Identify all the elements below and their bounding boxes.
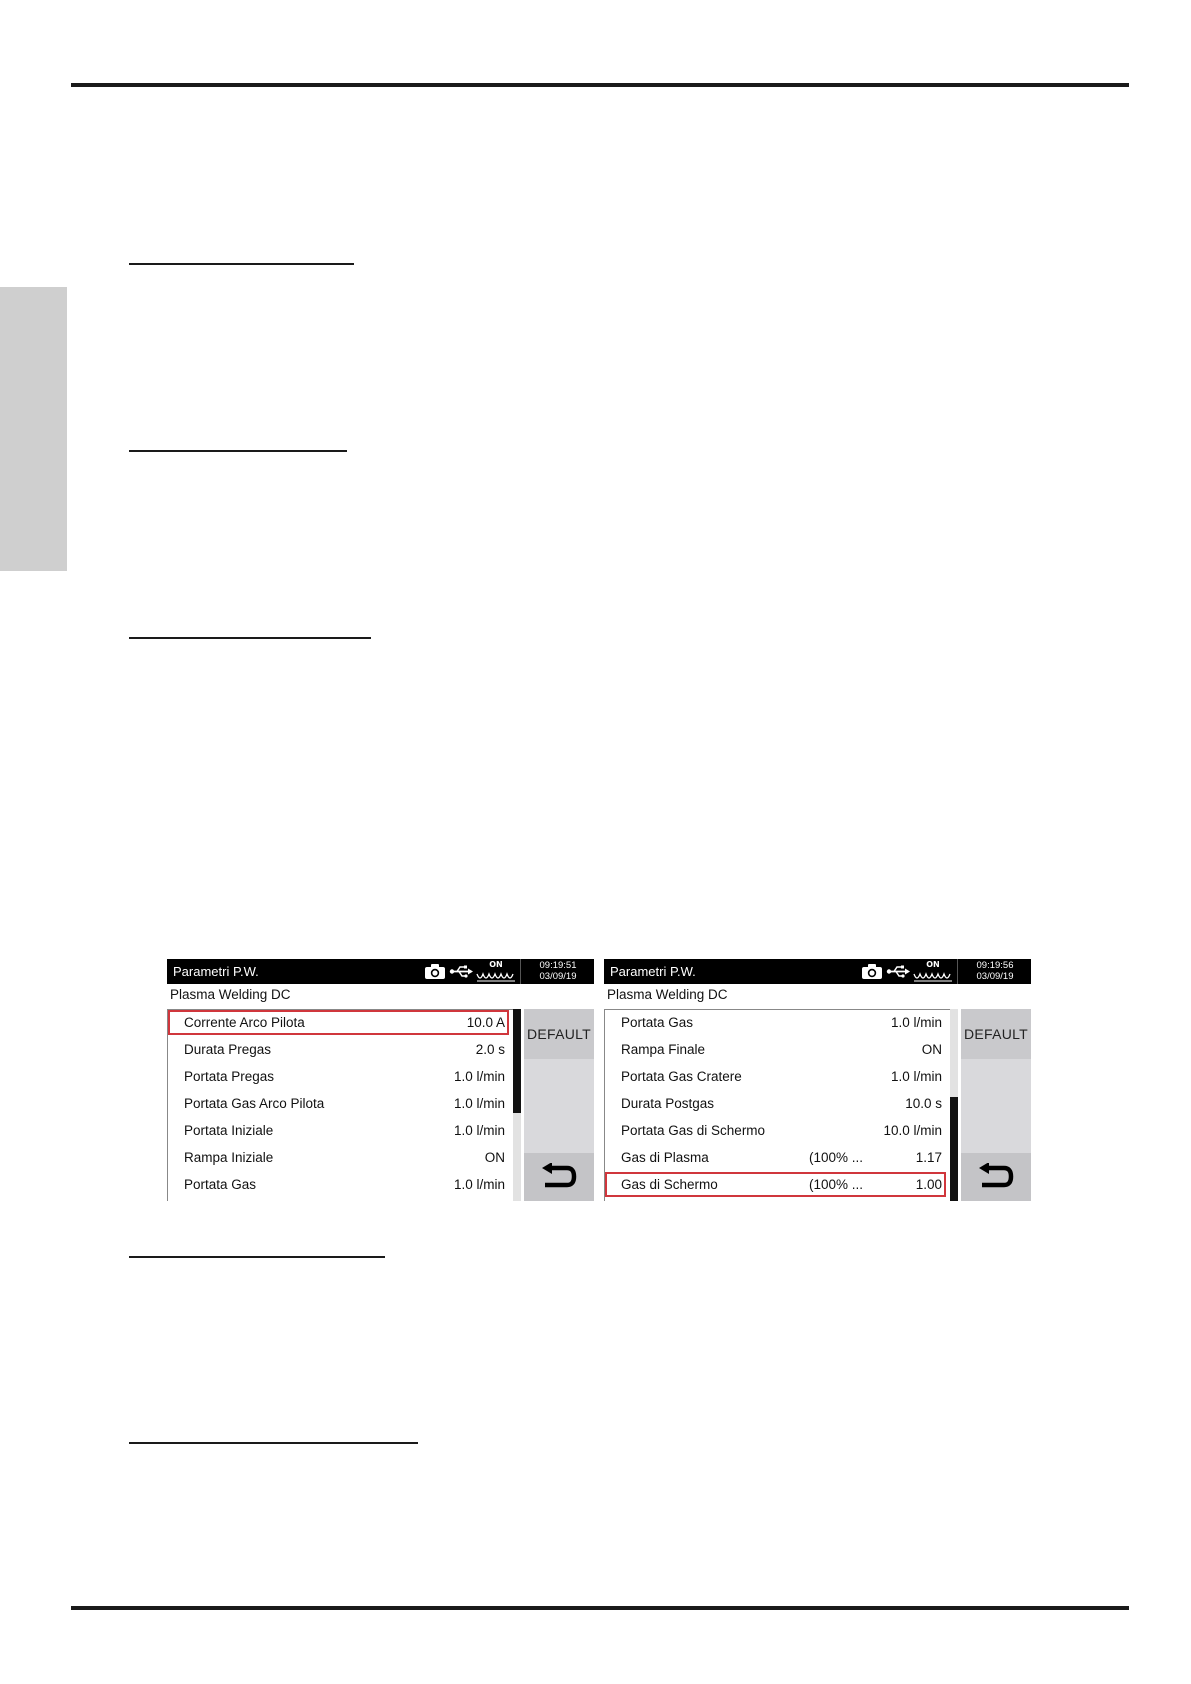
wave-icon <box>913 970 953 982</box>
param-row[interactable] <box>605 1010 946 1035</box>
param-row[interactable] <box>168 1064 509 1089</box>
param-row[interactable] <box>168 1172 509 1197</box>
back-arrow-icon <box>540 1163 578 1191</box>
param-label: Gas di Schermo <box>621 1177 718 1192</box>
back-button[interactable] <box>961 1153 1031 1201</box>
screen-title: Parametri P.W. <box>173 964 259 979</box>
screen-title: Parametri P.W. <box>610 964 696 979</box>
param-value: 1.17 <box>915 1150 942 1165</box>
clock-time: 09:19:51 <box>539 960 577 971</box>
back-button[interactable] <box>524 1153 594 1201</box>
param-value: ON <box>921 1042 942 1057</box>
chapter-side-tab <box>0 287 67 571</box>
param-label: Portata Gas <box>621 1015 694 1030</box>
param-label: Gas di Plasma <box>621 1150 709 1165</box>
param-row[interactable] <box>168 1091 509 1116</box>
clock-time: 09:19:56 <box>976 960 1014 971</box>
status-bar <box>604 959 1031 984</box>
welder-screen-2 <box>604 959 1031 1201</box>
param-value: 1.0 l/min <box>453 1123 505 1138</box>
param-value: ON <box>484 1150 505 1165</box>
camera-icon[interactable] <box>861 963 883 980</box>
param-value: 1.00 <box>915 1177 942 1192</box>
process-subtitle: Plasma Welding DC <box>170 987 291 1002</box>
param-label: Portata Gas <box>184 1177 257 1192</box>
param-row[interactable] <box>168 1037 509 1062</box>
param-row[interactable] <box>605 1172 946 1197</box>
param-row[interactable] <box>605 1091 946 1116</box>
usb-icon <box>886 964 910 979</box>
param-label: Corrente Arco Pilota <box>184 1015 305 1030</box>
heading-underline-4 <box>129 1256 385 1258</box>
status-divider <box>957 959 958 984</box>
param-value: 1.0 l/min <box>453 1069 505 1084</box>
param-label: Durata Postgas <box>621 1096 715 1111</box>
clock-date: 03/09/19 <box>539 971 577 982</box>
scrollbar-thumb[interactable] <box>950 1097 958 1201</box>
default-button[interactable]: DEFAULT <box>961 1009 1031 1059</box>
on-label: ON <box>926 960 940 969</box>
param-row[interactable] <box>605 1118 946 1143</box>
heading-underline-2 <box>129 450 347 452</box>
cooling-status-indicator <box>476 960 516 982</box>
clock <box>525 960 591 982</box>
param-label: Portata Gas di Schermo <box>621 1123 766 1138</box>
top-rule <box>71 83 1129 87</box>
scrollbar[interactable] <box>513 1009 521 1201</box>
param-value: 1.0 l/min <box>453 1177 505 1192</box>
status-divider <box>520 959 521 984</box>
param-label: Durata Pregas <box>184 1042 272 1057</box>
cooling-status-indicator <box>913 960 953 982</box>
welder-screen-1 <box>167 959 594 1201</box>
param-value: 1.0 l/min <box>453 1096 505 1111</box>
parameter-list <box>167 1009 513 1201</box>
scrollbar[interactable] <box>950 1009 958 1201</box>
on-label: ON <box>489 960 503 969</box>
param-label: Portata Pregas <box>184 1069 275 1084</box>
status-bar <box>167 959 594 984</box>
heading-underline-5 <box>129 1442 418 1444</box>
param-value: 10.0 s <box>905 1096 942 1111</box>
bottom-rule <box>71 1606 1129 1610</box>
param-value: 1.0 l/min <box>890 1069 942 1084</box>
param-range: (100% ... <box>809 1177 864 1192</box>
param-row[interactable] <box>168 1118 509 1143</box>
param-label: Rampa Finale <box>621 1042 706 1057</box>
param-row[interactable] <box>605 1064 946 1089</box>
scrollbar-thumb[interactable] <box>513 1009 521 1113</box>
param-label: Rampa Iniziale <box>184 1150 274 1165</box>
wave-icon <box>476 970 516 982</box>
back-arrow-icon <box>977 1163 1015 1191</box>
heading-underline-1 <box>129 263 354 265</box>
clock <box>962 960 1028 982</box>
param-value: 2.0 s <box>475 1042 505 1057</box>
param-value: 10.0 A <box>466 1015 505 1030</box>
param-range: (100% ... <box>809 1150 864 1165</box>
param-value: 10.0 l/min <box>883 1123 942 1138</box>
default-button[interactable]: DEFAULT <box>524 1009 594 1059</box>
parameter-list <box>604 1009 950 1201</box>
camera-icon[interactable] <box>424 963 446 980</box>
param-row[interactable] <box>605 1145 946 1170</box>
clock-date: 03/09/19 <box>976 971 1014 982</box>
heading-underline-3 <box>129 637 371 639</box>
param-row[interactable] <box>605 1037 946 1062</box>
usb-icon <box>449 964 473 979</box>
param-row[interactable] <box>168 1010 509 1035</box>
param-label: Portata Gas Arco Pilota <box>184 1096 325 1111</box>
param-value: 1.0 l/min <box>890 1015 942 1030</box>
param-row[interactable] <box>168 1145 509 1170</box>
param-label: Portata Gas Cratere <box>621 1069 742 1084</box>
process-subtitle: Plasma Welding DC <box>607 987 728 1002</box>
param-label: Portata Iniziale <box>184 1123 274 1138</box>
side-button-panel <box>524 1009 594 1201</box>
side-button-panel <box>961 1009 1031 1201</box>
